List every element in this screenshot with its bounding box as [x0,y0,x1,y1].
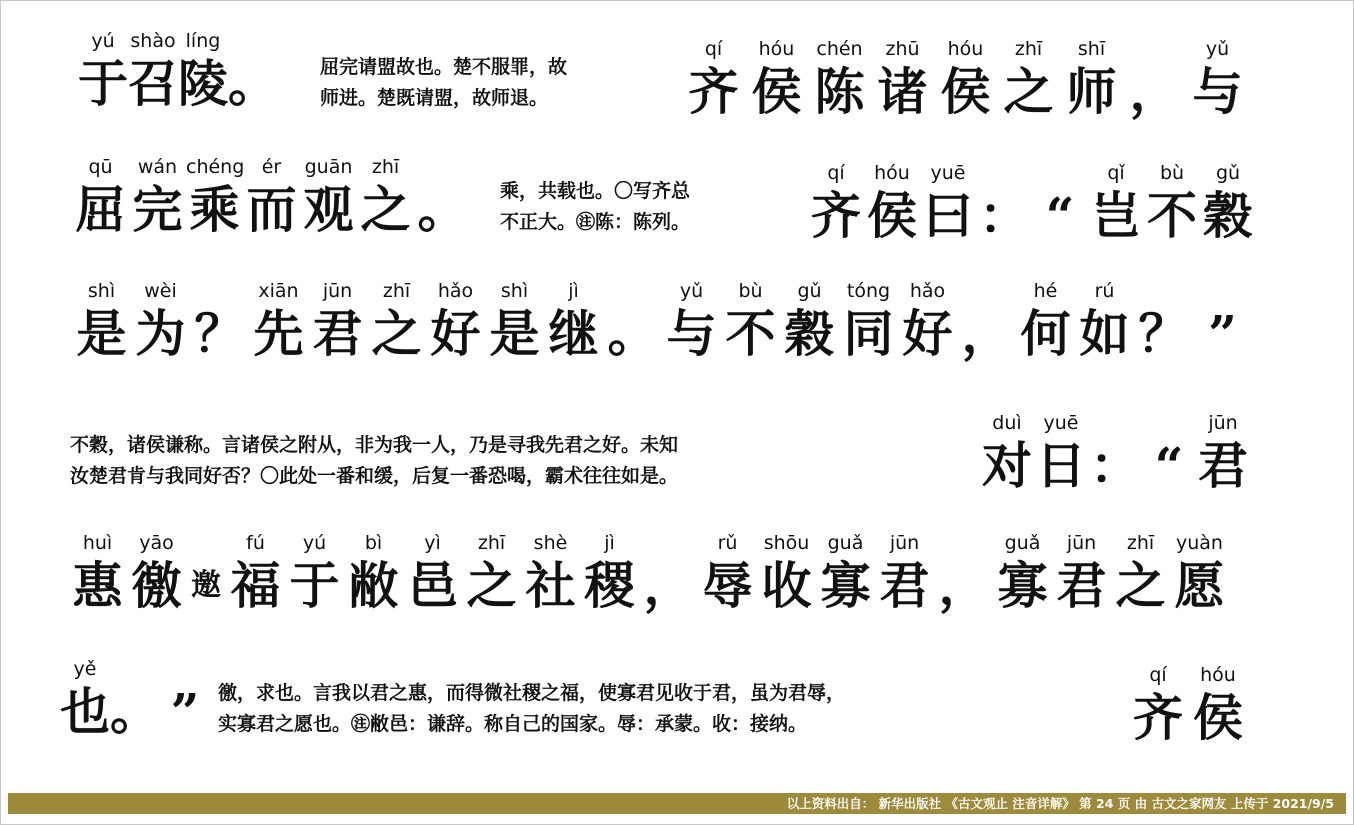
character-row [682,60,1249,124]
pinyin: yú [302,532,327,554]
pinyin: qí [704,38,723,60]
pinyin-row [682,30,1249,60]
pinyin-row [78,22,278,52]
hanzi: 侯 [867,186,917,245]
pinyin: qí [827,162,845,184]
hanzi: 何 [1020,304,1071,363]
character-row [72,178,471,242]
row6-note [218,678,845,740]
hanzi: 曰 [923,186,973,245]
note-line: 屈完请盟故也。楚不服罪，故 [320,56,568,78]
pinyin: jì [568,280,579,302]
hanzi: 与 [666,304,717,363]
hanzi: 之 [1003,62,1054,121]
row1-note [320,52,567,114]
pinyin: shào [130,30,176,52]
pinyin: hé [1033,280,1058,302]
pinyin: zhū [885,38,920,60]
hanzi: 岂 [1091,186,1141,245]
row4-note [70,430,678,492]
row1-seg-b [682,30,1249,124]
pinyin: bì [364,532,383,554]
pinyin: yuē [1043,412,1079,434]
pinyin: zhī [382,280,411,302]
hanzi: 召 [128,54,178,113]
hanzi: 辱 [702,556,753,615]
pinyin: hǎo [909,280,946,302]
hanzi: 于 [289,556,340,615]
pinyin: ér [261,156,282,178]
pinyin: zhī [371,156,400,178]
pinyin: rú [1094,280,1115,302]
hanzi: 邑 [407,556,458,615]
hanzi: 陵 [178,54,228,113]
hanzi: 福 [230,556,281,615]
hanzi: 之 [1115,556,1166,615]
hanzi: 陈 [814,62,865,121]
character-row [68,554,1229,618]
row2-seg-b [808,154,1256,248]
pinyin: bù [738,280,763,302]
hanzi: 。 [228,54,278,113]
note-line: 不穀，诸侯谦称。言诸侯之附从，非为我一人，乃是寻我先君之好。未知 [70,434,679,456]
hanzi: 好 [902,304,953,363]
hanzi: 。 [607,304,658,363]
hanzi: “ [1045,186,1075,245]
hanzi: ， [1129,62,1180,121]
pinyin: shōu [763,532,810,554]
hanzi: 侯 [751,62,802,121]
pinyin-row [1128,656,1248,686]
hanzi: 诸 [877,62,928,121]
hanzi: 惠 [72,556,123,615]
hanzi: 齐 [811,186,861,245]
source-footer-text: 以上资料出自： 新华出版社 《古文观止 注音详解》 第 24 页 由 古文之家网友 上传于 2021/9/5 [786,796,1334,811]
note-line: 实寡君之愿也。㊟敝邑：谦辞。称自己的国家。辱：承蒙。收：接纳。 [218,713,808,735]
hanzi: 而 [246,180,297,239]
hanzi: ， [961,304,1012,363]
pinyin: chéng [186,156,245,178]
pinyin: fú [246,532,265,554]
character-row [72,302,1252,366]
pinyin: guān [304,156,353,178]
source-footer-bar [8,793,1346,814]
hanzi: 稷 [584,556,635,615]
pinyin: jūn [1066,532,1097,554]
hanzi: “ [1154,436,1184,495]
pinyin-row [60,650,210,680]
pinyin: guǎ [827,532,864,554]
hanzi: 乘 [189,180,240,239]
hanzi: 完 [132,180,183,239]
hanzi: 观 [303,180,354,239]
note-line: 汝楚君肯与我同好否？〇此处一番和缓，后复一番恐喝，霸术往往如是。 [70,465,679,487]
pinyin: gǔ [797,280,822,302]
pinyin: shì [500,280,529,302]
pinyin: yú [91,30,115,52]
row6-seg-b [1128,656,1248,750]
hanzi: 日 [1036,436,1086,495]
note-line: 师进。楚既请盟，故师退。 [320,87,549,109]
pinyin: yuē [930,162,966,184]
pinyin: yì [424,532,441,554]
pinyin: qǐ [1107,162,1125,184]
row5-seg-a [68,524,1229,618]
pinyin: rǔ [717,532,738,554]
hanzi: 君 [879,556,930,615]
hanzi: 邀 [191,568,221,603]
pinyin: shè [533,532,568,554]
pinyin: jūn [322,280,353,302]
pinyin: guǎ [1004,532,1041,554]
pinyin: zhī [1014,38,1043,60]
hanzi: 。 [417,180,468,239]
hanzi: ” [1208,304,1237,363]
pinyin: xiān [258,280,299,302]
row2-note [500,176,690,238]
pinyin: jì [604,532,615,554]
row1-seg-a [78,22,278,116]
hanzi: 对 [982,436,1032,495]
pinyin-row [808,154,1256,184]
hanzi: 寡 [997,556,1048,615]
hanzi: 好 [430,304,481,363]
hanzi: 。 [110,682,160,741]
hanzi: 齐 [1133,688,1183,747]
pinyin: yuàn [1176,532,1223,554]
hanzi: 与 [1192,62,1243,121]
pinyin: yǔ [1205,38,1230,60]
pinyin: yāo [139,532,174,554]
pinyin: hóu [1200,664,1236,686]
hanzi: 如 [1079,304,1130,363]
hanzi: 师 [1066,62,1117,121]
row6-seg-a [60,650,210,744]
hanzi: 君 [1198,436,1248,495]
pinyin: zhī [477,532,506,554]
hanzi: 寡 [820,556,871,615]
hanzi: ” [170,682,200,741]
hanzi: 齐 [688,62,739,121]
character-row [78,52,278,116]
pinyin: jūn [1208,412,1238,434]
pinyin-row [68,524,1229,554]
character-row [1128,686,1248,750]
hanzi: 是 [489,304,540,363]
hanzi: 君 [312,304,363,363]
hanzi: 同 [843,304,894,363]
row4-seg-a [980,404,1250,498]
hanzi: 是 [76,304,127,363]
pinyin: shì [87,280,116,302]
hanzi: 穀 [1203,186,1253,245]
note-line: 乘，共载也。〇写齐总 [500,180,691,202]
pinyin-row [72,148,471,178]
hanzi: 愿 [1174,556,1225,615]
hanzi: 穀 [784,304,835,363]
pinyin: jūn [889,532,920,554]
pinyin: wán [137,156,178,178]
note-line: 不正大。㊟陈：陈列。 [500,211,691,233]
hanzi: 不 [725,304,776,363]
pinyin: hóu [874,162,910,184]
character-row [808,184,1256,248]
hanzi: ， [643,556,694,615]
pinyin: líng [185,30,221,52]
hanzi: ？ [194,304,245,363]
hanzi: 社 [525,556,576,615]
pinyin: hóu [947,38,984,60]
hanzi: 为 [135,304,186,363]
pinyin: tóng [846,280,891,302]
pinyin: bù [1159,162,1185,184]
pinyin: yě [73,658,97,680]
pinyin: hǎo [437,280,474,302]
hanzi: 敝 [348,556,399,615]
pinyin: qū [88,156,113,178]
hanzi: 不 [1147,186,1197,245]
hanzi: 之 [371,304,422,363]
pinyin: duì [992,412,1022,434]
pinyin: hóu [758,38,795,60]
pinyin: shī [1077,38,1106,60]
row2-seg-a [72,148,471,242]
pinyin-row [72,272,1252,302]
hanzi: ： [979,186,1029,245]
pinyin: yǔ [679,280,704,302]
pinyin: huì [82,532,113,554]
pinyin: zhī [1126,532,1155,554]
hanzi: 侯 [940,62,991,121]
hanzi: 徼 [131,556,182,615]
hanzi: 君 [1056,556,1107,615]
character-row [980,434,1250,498]
hanzi: 继 [548,304,599,363]
hanzi: 也 [60,682,110,741]
hanzi: 收 [761,556,812,615]
pinyin: chén [816,38,863,60]
note-line: 徼，求也。言我以君之惠，而得微社稷之福，使寡君见收于君，虽为君辱， [218,682,846,704]
pinyin: qí [1149,664,1167,686]
hanzi: 之 [360,180,411,239]
hanzi: ： [1090,436,1140,495]
pinyin: wèi [144,280,177,302]
hanzi: 于 [78,54,128,113]
hanzi: ？ [1138,304,1189,363]
hanzi: 之 [466,556,517,615]
pinyin: gǔ [1215,162,1241,184]
hanzi: ， [938,556,989,615]
row3-seg-a [72,272,1252,366]
pinyin-row [980,404,1250,434]
hanzi: 先 [253,304,304,363]
hanzi: 屈 [75,180,126,239]
hanzi: 侯 [1193,688,1243,747]
character-row [60,680,210,744]
